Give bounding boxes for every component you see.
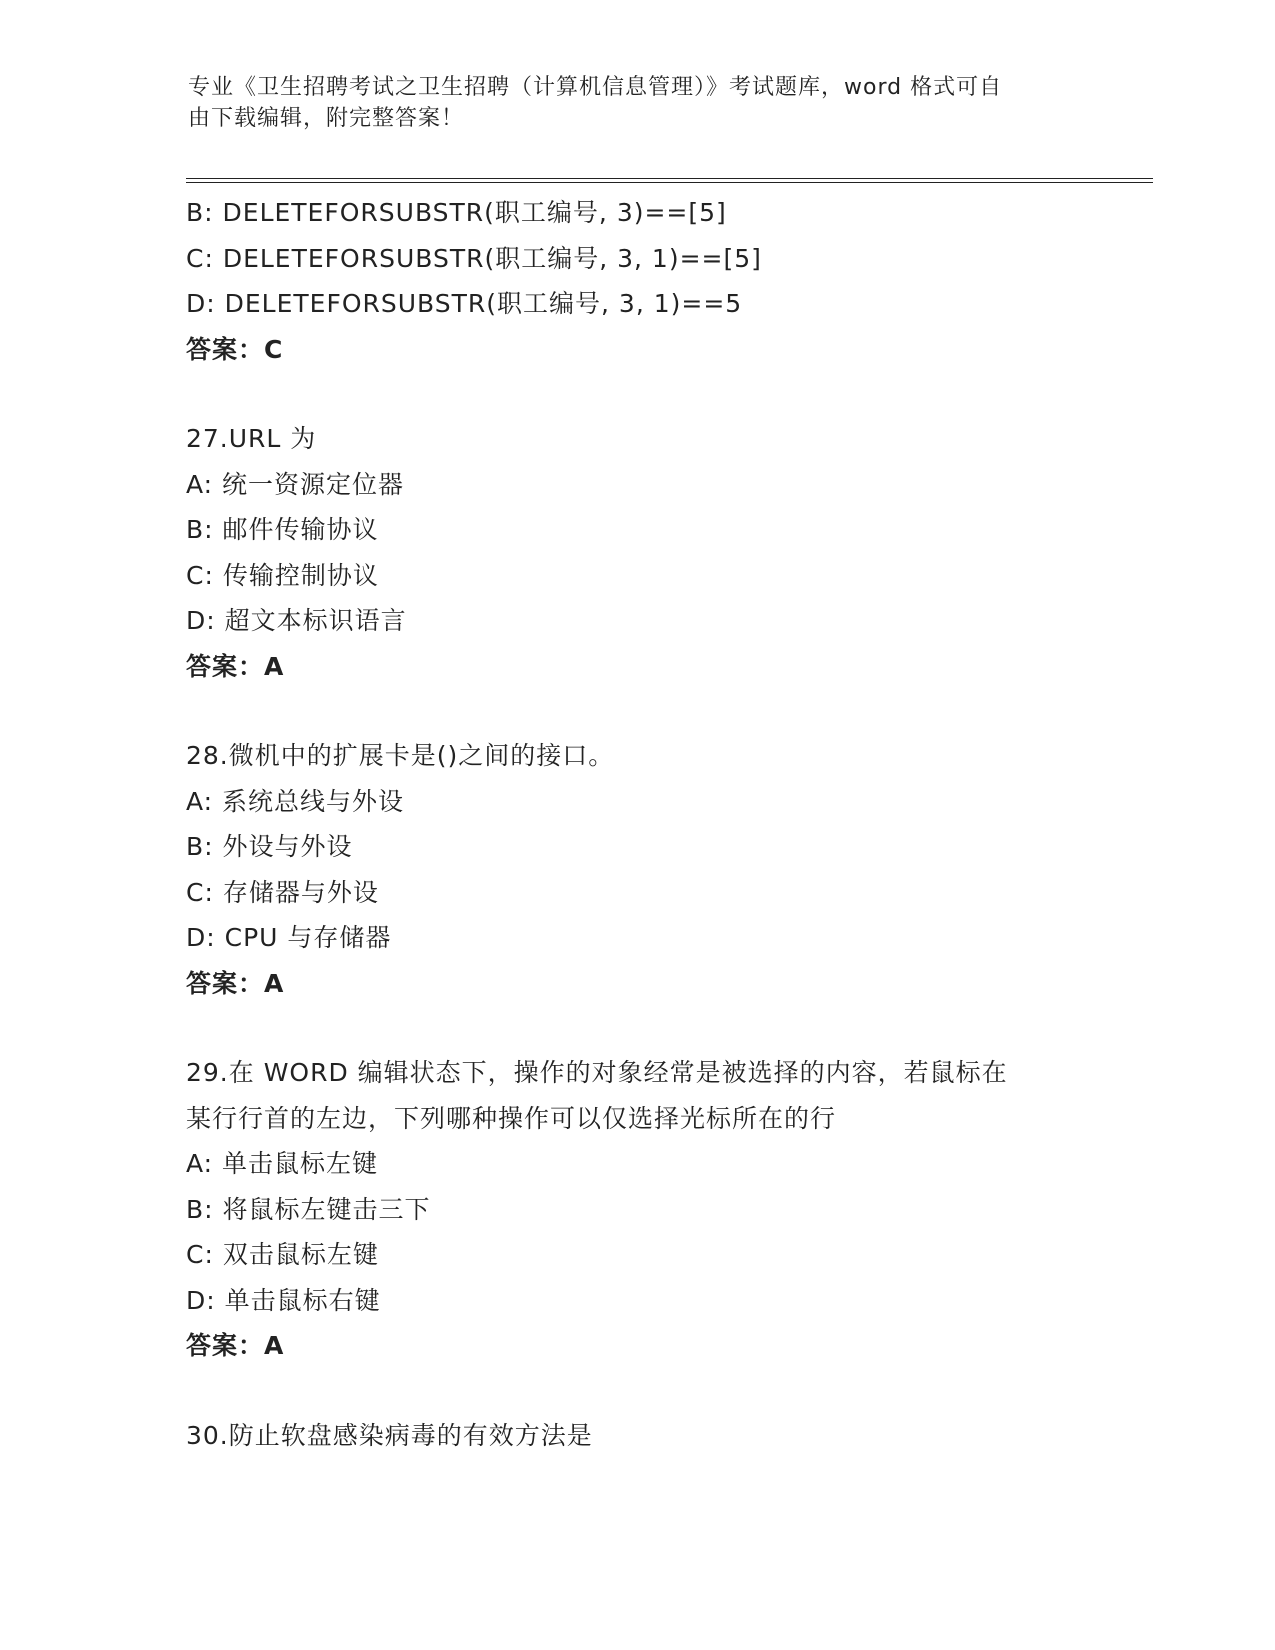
- question-stem: 28.微机中的扩展卡是()之间的接口。: [186, 741, 615, 770]
- spacer: [186, 1369, 1146, 1413]
- header-divider-top: [186, 178, 1153, 179]
- option-d: D: CPU 与存储器: [186, 923, 392, 952]
- option-c: C: DELETEFORSUBSTR(职工编号, 3, 1)==[5]: [186, 243, 762, 273]
- question-stem-line-2: 某行行首的左边，下列哪种操作可以仅选择光标所在的行: [186, 1103, 837, 1133]
- option-d: D: 单击鼠标右键: [186, 1285, 381, 1315]
- option-b: B: 将鼠标左键击三下: [186, 1194, 431, 1224]
- spacer: [186, 689, 1146, 733]
- question-block-30: [186, 1413, 1146, 1459]
- answer-line: 答案：A: [186, 1331, 285, 1360]
- header-line-2: 由下载编辑，附完整答案！: [188, 106, 465, 131]
- question-block-26: [186, 190, 1146, 372]
- question-block-29: [186, 1050, 1146, 1369]
- spacer: [186, 1006, 1146, 1050]
- option-c: C: 双击鼠标左键: [186, 1240, 379, 1269]
- question-list: [186, 190, 1146, 1458]
- question-stem-line-1: 29.在 WORD 编辑状态下，操作的对象经常是被选择的内容，若鼠标在: [186, 1058, 1008, 1087]
- option-b: B: 邮件传输协议: [186, 515, 379, 544]
- option-b: B: 外设与外设: [186, 832, 353, 861]
- question-block-28: [186, 733, 1146, 1006]
- option-d: D: 超文本标识语言: [186, 606, 407, 635]
- option-d: D: DELETEFORSUBSTR(职工编号, 3, 1)==5: [186, 289, 743, 318]
- option-c: C: 传输控制协议: [186, 560, 379, 590]
- spacer: [186, 372, 1146, 416]
- option-a: A: 系统总线与外设: [186, 786, 405, 816]
- answer-line: 答案：A: [186, 968, 285, 998]
- option-a: A: 统一资源定位器: [186, 469, 405, 499]
- document-header: [188, 72, 1068, 134]
- question-block-27: [186, 416, 1146, 689]
- option-b: B: DELETEFORSUBSTR(职工编号, 3)==[5]: [186, 198, 727, 227]
- header-divider-bottom: [186, 182, 1153, 183]
- option-c: C: 存储器与外设: [186, 877, 379, 907]
- header-line-1: 专业《卫生招聘考试之卫生招聘（计算机信息管理）》考试题库，word 格式可自: [188, 75, 1003, 100]
- answer-line: 答案：C: [186, 334, 284, 364]
- question-stem: 30.防止软盘感染病毒的有效方法是: [186, 1420, 593, 1450]
- answer-line: 答案：A: [186, 651, 285, 681]
- question-stem: 27.URL 为: [186, 424, 317, 453]
- option-a: A: 单击鼠标左键: [186, 1149, 379, 1178]
